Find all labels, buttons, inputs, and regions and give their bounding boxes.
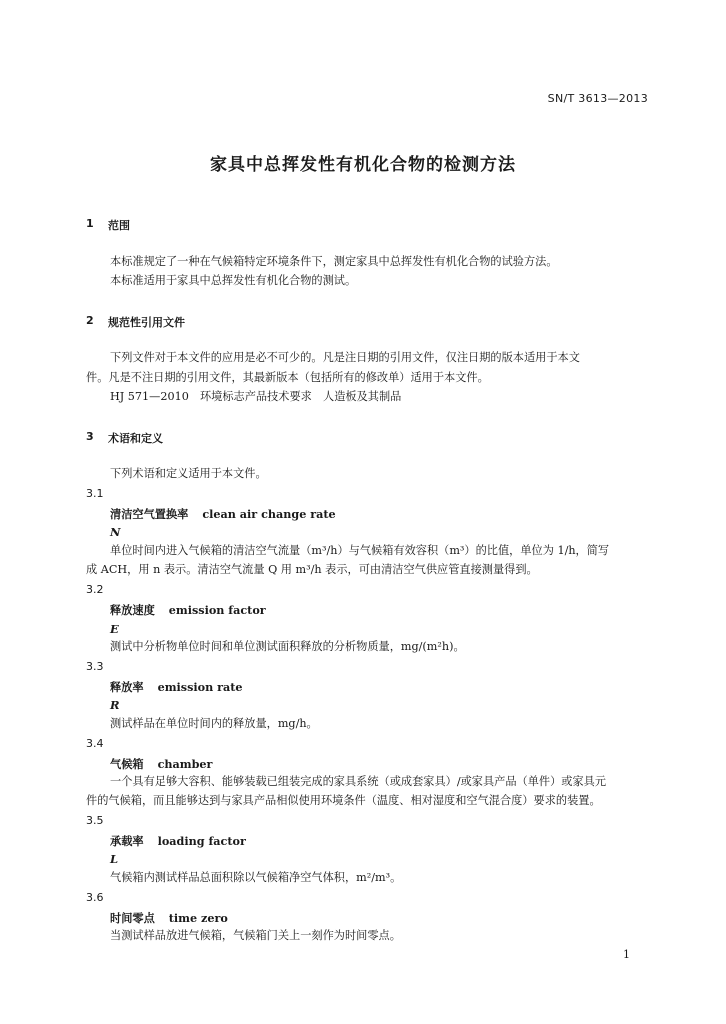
section-2-title: 规范性引用文件 <box>108 316 185 329</box>
section-2-line-1: 下列文件对于本文件的应用是必不可少的。凡是注日期的引用文件，仅注日期的版本适用于本文 <box>110 351 580 364</box>
term-3-5-number: 3.5 <box>86 814 104 827</box>
section-1-number: 1 <box>86 217 94 230</box>
term-3-1-heading <box>110 506 336 522</box>
term-3-1-def-1: 单位时间内进入气候箱的清洁空气流量（m³/h）与气候箱有效容积（m³）的比值，单位为 1/h，简写 <box>110 544 610 557</box>
term-3-1-symbol: N <box>110 525 121 539</box>
term-3-3-def-1: 测试样品在单位时间内的释放量，mg/h。 <box>110 717 318 730</box>
term-3-6-def-1: 当测试样品放进气候箱，气候箱门关上一刻作为时间零点。 <box>110 929 401 942</box>
term-3-5-heading <box>110 833 246 849</box>
section-3-title: 术语和定义 <box>108 432 163 445</box>
term-3-4-def-1: 一个具有足够大容积、能够装载已组装完成的家具系统（或成套家具）/或家具产品（单件）或家具元 <box>110 775 607 788</box>
term-3-2-number: 3.2 <box>86 583 104 596</box>
standard-number: SN/T 3613—2013 <box>547 92 648 105</box>
term-3-3-cn: 释放率 <box>110 680 144 694</box>
term-3-1-cn: 清洁空气置换率 <box>110 507 189 521</box>
term-3-2-heading <box>110 602 266 618</box>
document-title: 家具中总挥发性有机化合物的检测方法 <box>210 155 516 175</box>
term-3-2-en: emission factor <box>168 603 266 617</box>
page-number: 1 <box>623 948 630 961</box>
term-3-2-symbol: E <box>110 622 119 636</box>
term-3-6-number: 3.6 <box>86 891 104 904</box>
term-3-4-en: chamber <box>157 757 213 771</box>
term-3-5-def-1: 气候箱内测试样品总面积除以气候箱净空气体积，m²/m³。 <box>110 871 402 884</box>
term-3-5-en: loading factor <box>157 834 246 848</box>
section-1-line-1: 本标准规定了一种在气候箱特定环境条件下，测定家具中总挥发性有机化合物的试验方法。 <box>110 255 558 268</box>
section-2-number: 2 <box>86 314 94 327</box>
term-3-4-number: 3.4 <box>86 737 104 750</box>
term-3-4-heading <box>110 756 212 772</box>
section-3-intro: 下列术语和定义适用于本文件。 <box>110 467 267 480</box>
term-3-6-cn: 时间零点 <box>110 911 155 925</box>
term-3-3-symbol: R <box>110 698 120 712</box>
term-3-5-cn: 承载率 <box>110 834 144 848</box>
term-3-1-en: clean air change rate <box>202 507 336 521</box>
term-3-6-en: time zero <box>168 911 228 925</box>
section-2-reference: HJ 571—2010 环境标志产品技术要求 人造板及其制品 <box>110 390 402 403</box>
term-3-2-def-1: 测试中分析物单位时间和单位测试面积释放的分析物质量，mg/(m²h)。 <box>110 640 465 653</box>
term-3-3-number: 3.3 <box>86 660 104 673</box>
term-3-2-cn: 释放速度 <box>110 603 155 617</box>
section-3-number: 3 <box>86 430 94 443</box>
term-3-4-cn: 气候箱 <box>110 757 144 771</box>
term-3-1-number: 3.1 <box>86 487 104 500</box>
term-3-4-def-2: 件的气候箱，而且能够达到与家具产品相似使用环境条件（温度、相对湿度和空气混合度）要求的装置。 <box>86 794 601 807</box>
term-3-1-def-2: 成 ACH，用 n 表示。清洁空气流量 Q 用 m³/h 表示，可由清洁空气供应管直接测量得到。 <box>86 563 538 576</box>
term-3-3-heading <box>110 679 243 695</box>
section-1-line-2: 本标准适用于家具中总挥发性有机化合物的测试。 <box>110 274 357 287</box>
term-3-6-heading <box>110 910 228 926</box>
section-1-title: 范围 <box>108 219 130 232</box>
section-2-line-2: 件。凡是不注日期的引用文件，其最新版本（包括所有的修改单）适用于本文件。 <box>86 371 489 384</box>
term-3-3-en: emission rate <box>157 680 243 694</box>
term-3-5-symbol: L <box>110 852 119 866</box>
